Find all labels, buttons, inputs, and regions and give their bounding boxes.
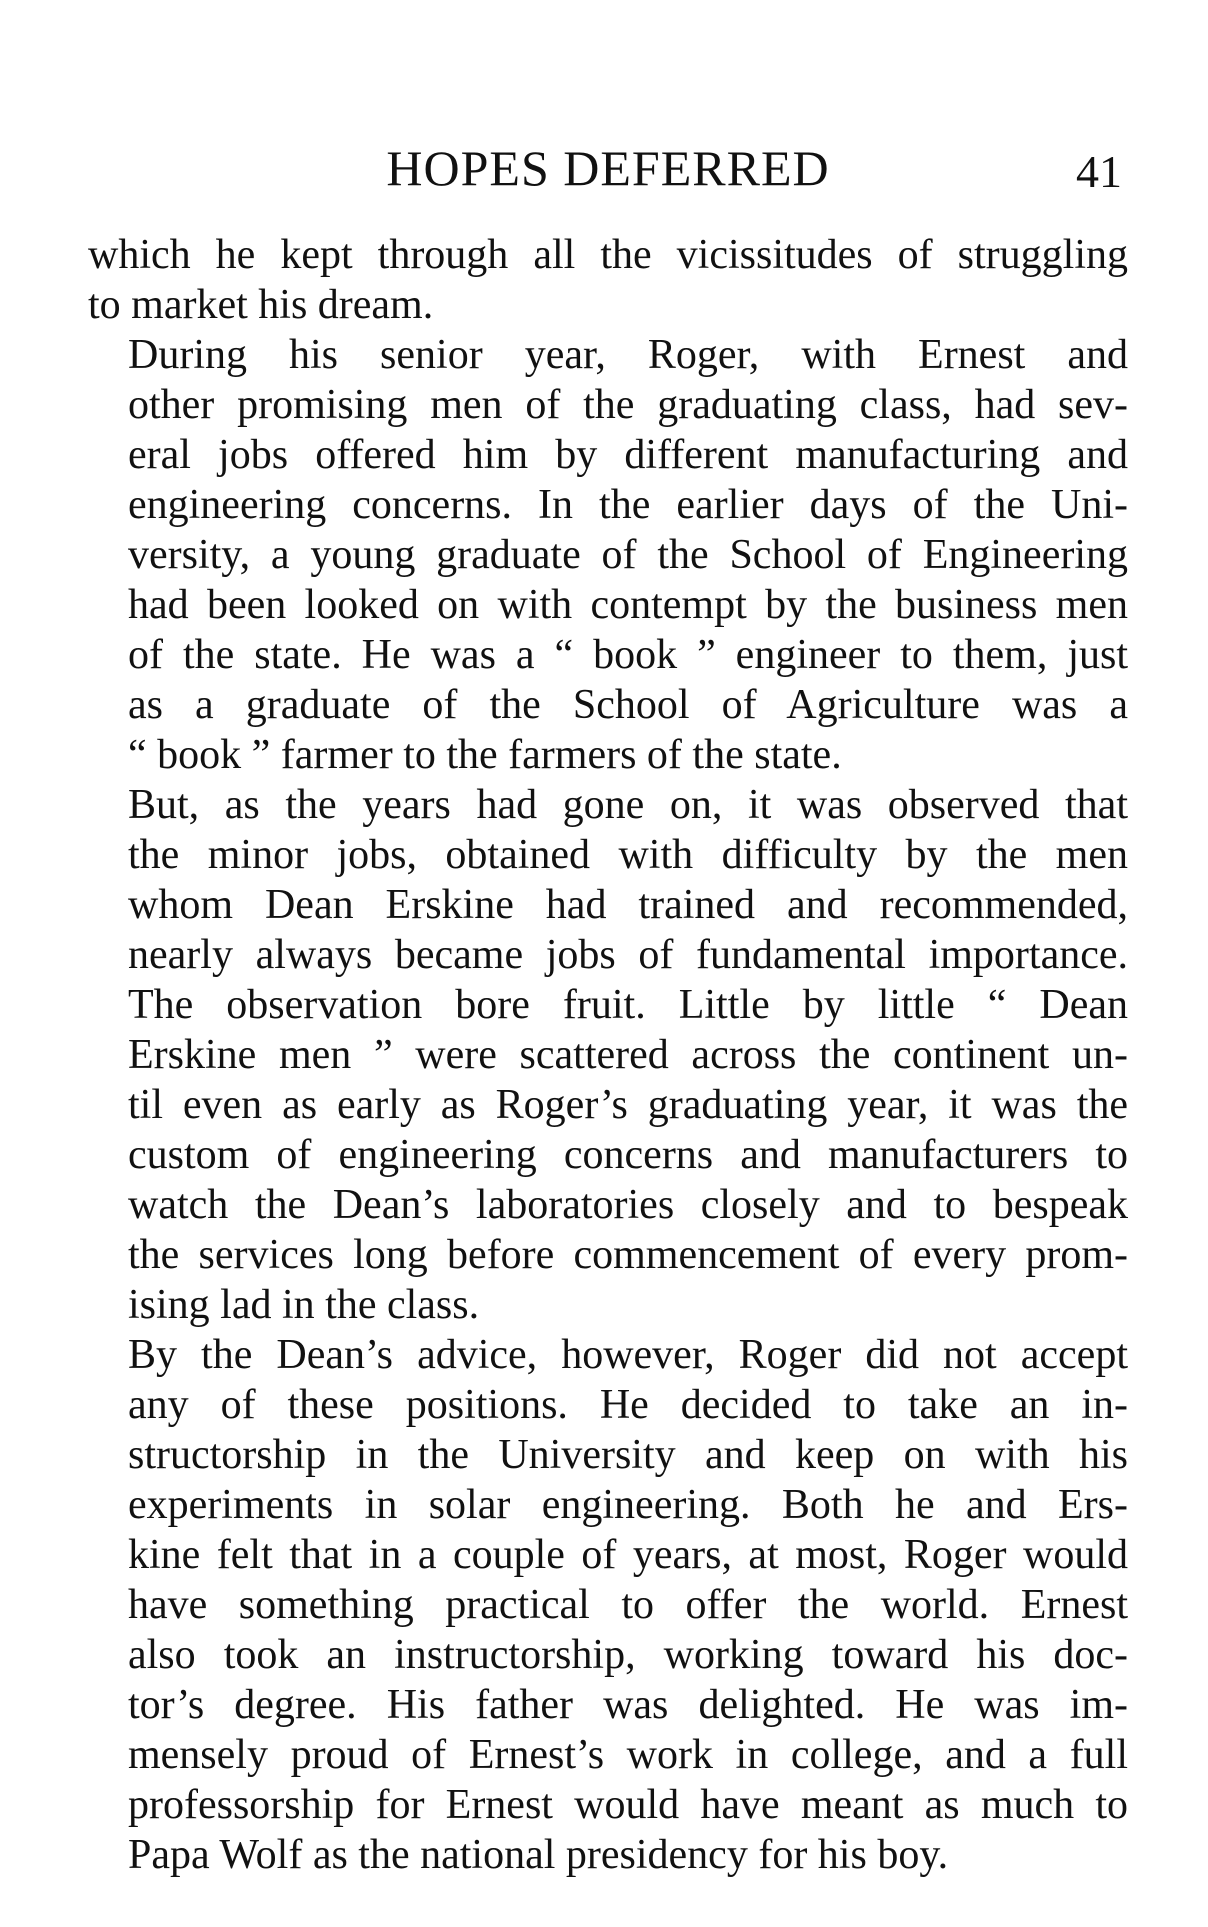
body-text <box>88 230 1128 1880</box>
text-line: Erskine men ” were scattered across the continent un- <box>128 1032 1128 1078</box>
text-line: of the state. He was a “ book ” engineer to them, just <box>128 632 1128 678</box>
text-line: custom of engineering concerns and manufacturers to <box>128 1132 1128 1178</box>
text-line: Papa Wolf as the national presidency for his boy. <box>128 1832 949 1878</box>
running-title: HOPES DEFERRED <box>386 140 830 196</box>
text-line: professorship for Ernest would have meant as much to <box>128 1782 1128 1828</box>
text-line: have something practical to offer the world. Ernest <box>128 1582 1128 1628</box>
paragraph-3 <box>88 780 1128 1330</box>
text-line: other promising men of the graduating class, had sev- <box>128 382 1128 428</box>
text-line: During his senior year, Roger, with Ernest and <box>128 332 1128 378</box>
text-line: whom Dean Erskine had trained and recommended, <box>128 882 1128 928</box>
text-line: eral jobs offered him by different manufacturing and <box>128 432 1128 478</box>
text-line: til even as early as Roger’s graduating year, it was the <box>128 1082 1128 1128</box>
paragraph-2 <box>88 330 1128 780</box>
text-line: mensely proud of Ernest’s work in college, and a full <box>128 1732 1128 1778</box>
text-line: which he kept through all the vicissitudes of struggling <box>88 232 1128 278</box>
text-line: the minor jobs, obtained with difficulty by the men <box>128 832 1128 878</box>
text-line: nearly always became jobs of fundamental importance. <box>128 932 1128 978</box>
text-line: engineering concerns. In the earlier days of the Uni- <box>128 482 1128 528</box>
page-number: 41 <box>1076 146 1122 197</box>
text-line: also took an instructorship, working toward his doc- <box>128 1632 1128 1678</box>
text-line: versity, a young graduate of the School of Engineering <box>128 532 1128 578</box>
text-line: had been looked on with contempt by the business men <box>128 582 1128 628</box>
text-line: to market his dream. <box>88 282 434 328</box>
paragraph-4 <box>88 1330 1128 1880</box>
text-line: “ book ” farmer to the farmers of the state. <box>128 732 842 778</box>
text-line: the services long before commencement of every prom- <box>128 1232 1128 1278</box>
text-line: experiments in solar engineering. Both he and Ers- <box>128 1482 1128 1528</box>
page-header <box>88 138 1128 198</box>
paragraph-1 <box>88 230 1128 330</box>
text-line: tor’s degree. His father was delighted. He was im- <box>128 1682 1128 1728</box>
text-line: By the Dean’s advice, however, Roger did not accept <box>128 1332 1128 1378</box>
text-line: kine felt that in a couple of years, at most, Roger would <box>128 1532 1128 1578</box>
text-line: The observation bore fruit. Little by little “ Dean <box>128 982 1128 1028</box>
text-line: But, as the years had gone on, it was observed that <box>128 782 1128 828</box>
text-line: any of these positions. He decided to take an in- <box>128 1382 1128 1428</box>
text-line: ising lad in the class. <box>128 1282 480 1328</box>
text-line: structorship in the University and keep on with his <box>128 1432 1128 1478</box>
text-line: watch the Dean’s laboratories closely and to bespeak <box>128 1182 1128 1228</box>
text-line: as a graduate of the School of Agriculture was a <box>128 682 1128 728</box>
